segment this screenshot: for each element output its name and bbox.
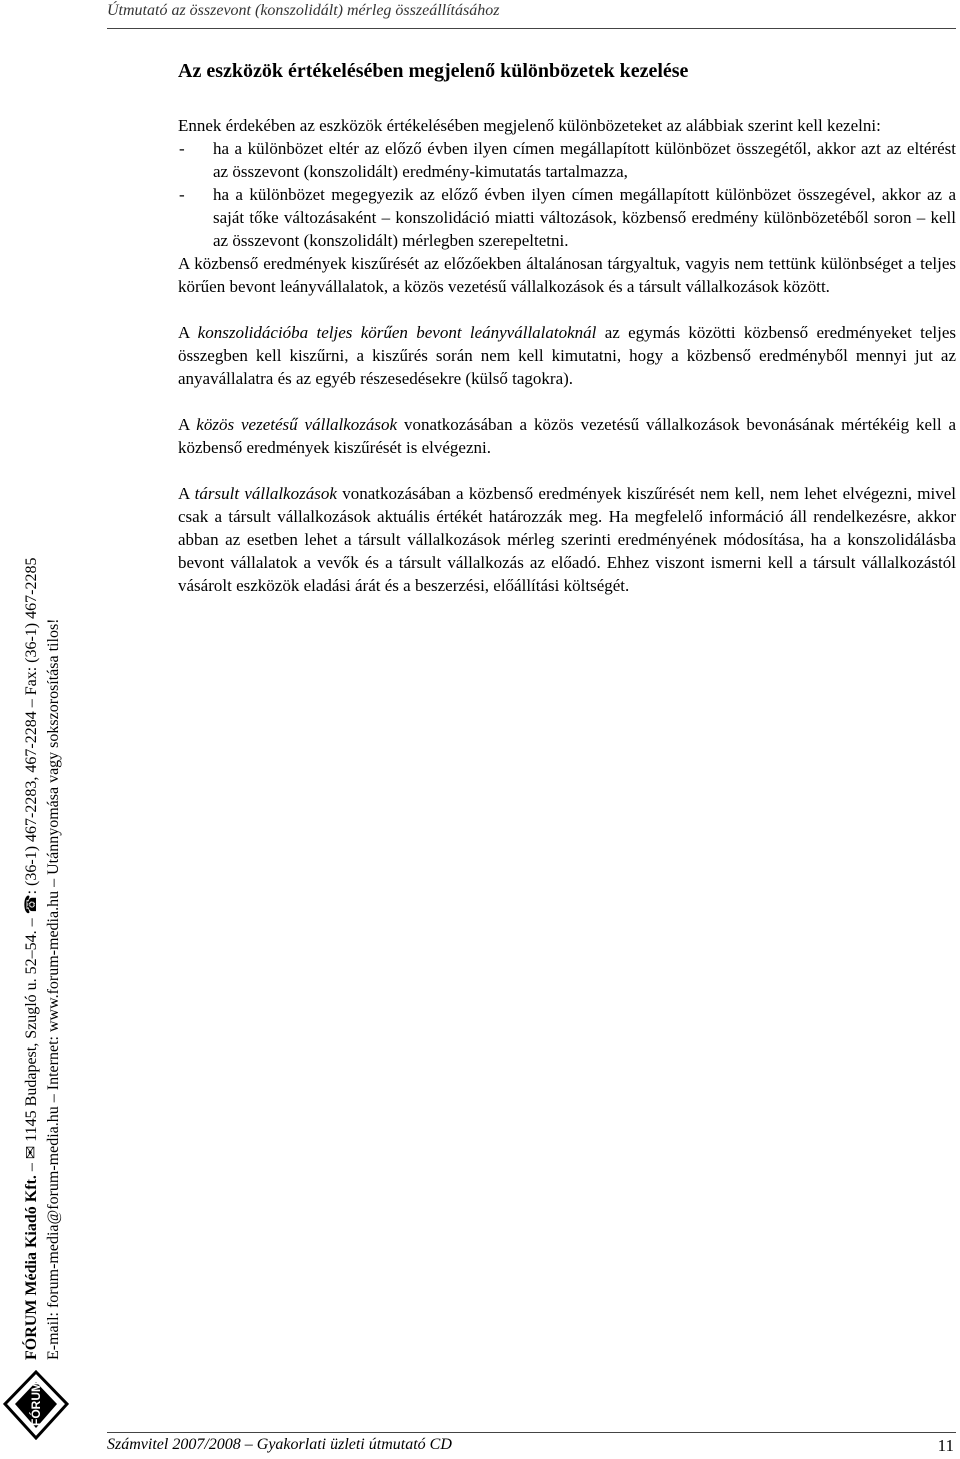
- text-run: vonatkozásában a közbenső eredmények kiszűrését nem kell, nem lehet elvégezni, mivel csak a társult vállalkozások aktuális értékét határozzák meg. Ha megfelelő információ áll rendelkezésre, akkor abban az esetben lehet a társult vállalkozások mérleg szerinti eredményének módosítása, ha a konszolidálásba bevont vállalatok a vevők és a társult vállalkozás az előadó. Ehhez viszont ismerni kell a társult vállalkozástól vásárolt eszközök eladási árát és a beszerzési, előállítási költségét.: [178, 484, 956, 595]
- list-item: - ha a különbözet megegyezik az előző évben ilyen címen megállapított különbözet összegével, akkor az a saját tőke változásaként – konszolidáció miatti változások, közbenső eredmény különbözetéből soron – kell az összevont (konszolidált) mérlegben szerepeltetni.: [178, 183, 956, 252]
- text-run: A: [178, 484, 195, 503]
- running-header: Útmutató az összevont (konszolidált) mérleg összeállításához: [107, 2, 500, 19]
- text-run: A: [178, 323, 198, 342]
- emphasis-term: közös vezetésű vállalkozások: [196, 415, 398, 434]
- publisher-sidebar: [0, 520, 100, 1370]
- publisher-contact-line: [22, 558, 42, 1360]
- emphasis-term: társult vállalkozások: [194, 484, 337, 503]
- paragraph-subsidiaries: [178, 321, 956, 390]
- logo-text: FÓRUM: [29, 1382, 43, 1426]
- header-rule: [107, 28, 956, 29]
- footer-title: Számvitel 2007/2008 – Gyakorlati üzleti útmutató CD: [107, 1436, 452, 1453]
- paragraph-associates: [178, 482, 956, 597]
- intro-paragraph: Ennek érdekében az eszközök értékelésében megjelenő különbözeteket az alábbiak szerint kell kezelni:: [178, 116, 881, 135]
- text-run: vonatkozásában a közös vezetésű vállalkozások bevonásának mértékéig kell a közbenső eredmények kiszűrését is elvégezni.: [178, 415, 957, 457]
- page-number: 11: [937, 1436, 954, 1455]
- publisher-name: FÓRUM Média Kiadó Kft.: [23, 1175, 40, 1360]
- main-content: [178, 58, 956, 597]
- publisher-web-line: E-mail: forum-media@forum-media.hu – Internet: www.forum-media.hu – Utánnyomása vagy sokszorosítása tilos!: [45, 618, 62, 1360]
- text-run: az egymás közötti közbenső eredményeket teljes összegben kell kiszűrni, a kiszűrés során nem kell kimutatni, hogy a közbenső eredményből mennyi jut az anyavállalatra és az egyéb részesedésekre (külső tagokra).: [178, 323, 956, 388]
- paragraph-interim-results: A közbenső eredmények kiszűrését az előzőekben általánosan tárgyaltuk, vagyis nem tettünk különbséget a teljes körűen bevont leányvállalatok, a közös vezetésű vállalkozások és a társult vállalkozások között.: [178, 254, 956, 296]
- publisher-address: – ✉ 1145 Budapest, Szugló u. 52–54. – ☎: (36-1) 467-2283, 467-2284 – Fax: (36-1) 467-2285: [23, 557, 40, 1176]
- section-title: Az eszközök értékelésében megjelenő különbözetek kezelése: [178, 60, 689, 82]
- list-item: - ha a különbözet eltér az előző évben ilyen címen megállapított különbözet összegétől, akkor azt az eltérést az összevont (konszolidált) eredmény-kimutatás tartalmazza,: [178, 137, 956, 183]
- text-run: A: [178, 415, 197, 434]
- forum-logo-icon: [3, 1370, 69, 1440]
- bullet-list: [178, 137, 956, 252]
- emphasis-term: konszolidációba teljes körűen bevont leányvállalatoknál: [197, 323, 597, 342]
- paragraph-joint-ventures: [178, 413, 956, 459]
- footer-rule: [107, 1432, 956, 1433]
